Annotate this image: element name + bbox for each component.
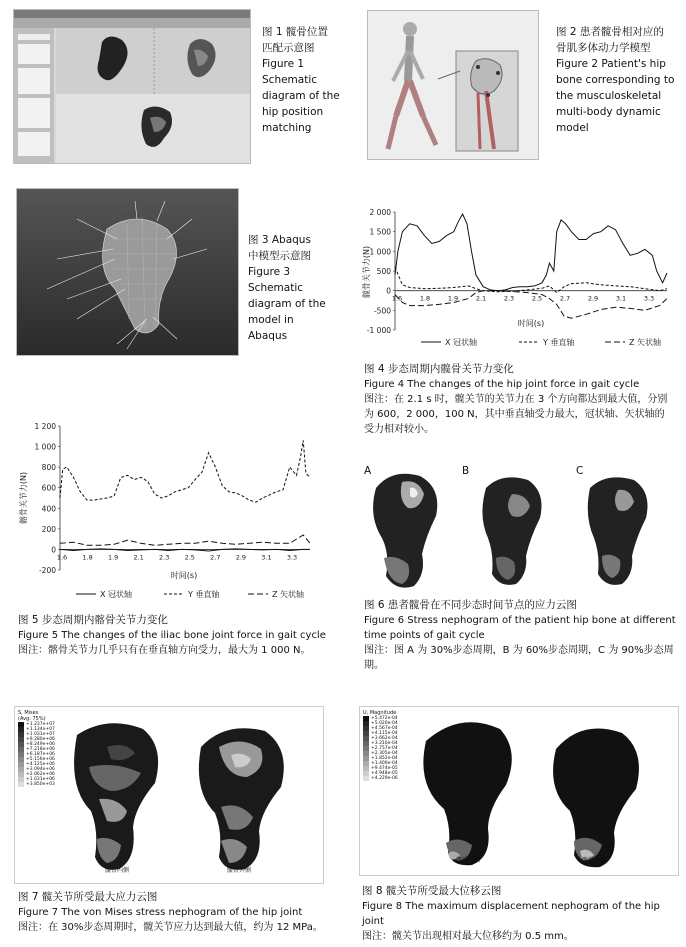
figure-note: 受力相对较小。 — [364, 424, 434, 435]
legend-value: +4.115e-04 — [371, 731, 398, 736]
figure-title: 图 8 髋关节所受最大位移云图 — [362, 885, 502, 897]
caption-line: 中模型示意图 — [248, 250, 311, 262]
x-tick-label: 3.3 — [643, 294, 655, 303]
figure-6-label-c: C — [576, 465, 584, 477]
figure-title-en: Figure 5 The changes of the iliac bone joint force in gait cycle — [18, 630, 326, 641]
figure-title-en: Figure 7 The von Mises stress nephogram of the hip joint — [18, 907, 303, 918]
x-tick-label: 1.9 — [107, 553, 119, 562]
figure-4-chart — [355, 200, 675, 360]
y-tick-label: 2 000 — [369, 208, 391, 217]
hip-bone-b — [482, 477, 541, 585]
x-tick-label: 1.8 — [82, 553, 93, 562]
figure-7-image — [14, 706, 324, 884]
y-tick-label: 800 — [41, 463, 56, 473]
figure-2-image — [367, 10, 539, 160]
figure-6-image — [362, 458, 678, 593]
x-tick-label: 1.6 — [391, 294, 403, 303]
figure-1-image — [13, 9, 251, 164]
legend-value: +3.210e-04 — [371, 741, 398, 746]
caption-line: the musculoskeletal — [556, 90, 662, 102]
caption-line: 图 2 患者髋骨相对应的 — [556, 26, 664, 38]
outer-side-label: 髋骨外侧 — [582, 857, 607, 864]
legend-value: +2.757e-04 — [371, 746, 398, 751]
legend-value: +5.020e-04 — [371, 721, 398, 726]
series-line — [60, 440, 310, 502]
y-tick-label: 600 — [41, 483, 56, 493]
legend-value: +3.850e+03 — [26, 782, 55, 787]
caption-line: 骨肌多体动力学模型 — [556, 42, 651, 54]
legend-value: +2.062e+06 — [26, 772, 55, 777]
figure-note: 期。 — [364, 660, 384, 671]
legend-value: +1.400e-04 — [371, 761, 398, 766]
figure-note: 图注：在 30%步态周期时，髋关节应力达到最大值，约为 12 MPa。 — [18, 922, 323, 933]
caption-line: 图 3 Abaqus — [248, 234, 311, 246]
figure-title-en: Figure 4 The changes of the hip joint force in gait cycle — [364, 379, 640, 390]
y-tick-label: 1 000 — [34, 442, 56, 452]
hip-bone-a — [373, 474, 437, 588]
y-axis-label: 髂骨关节力(N) — [19, 471, 28, 525]
figure-note: 图注：在 2.1 s 时，髋关节的关节力在 3 个方向都达到最大值，分别 — [364, 394, 668, 405]
caption-line: hip position — [262, 106, 324, 118]
figure-6-label-a: A — [364, 465, 372, 477]
x-tick-label: 2.3 — [503, 294, 515, 303]
figure-title-en: time points of gait cycle — [364, 630, 485, 641]
legend-label: X 冠状轴 — [445, 338, 478, 347]
y-tick-label: 0 — [386, 286, 391, 296]
figure-note: 图注：髂骨关节力几乎只有在垂直轴方向受力，最大为 1 000 N。 — [18, 645, 311, 656]
figure-title-en: Figure 8 The maximum displacement nephogram of the hip joint — [362, 901, 660, 927]
caption-line: Figure 2 Patient's hip — [556, 58, 666, 70]
caption-line: 图 1 髋骨位置 — [262, 26, 328, 38]
legend-value: +2.305e-04 — [371, 751, 398, 756]
y-tick-label: 0 — [51, 545, 56, 555]
legend-value: +5.472e-04 — [371, 716, 398, 721]
caption-line: model in — [248, 314, 294, 326]
x-tick-label: 2.1 — [475, 294, 487, 303]
outer-side-label: 髋骨外侧 — [227, 867, 252, 874]
figure-6-caption — [364, 598, 684, 673]
legend-title: U, Magnitude — [363, 710, 397, 716]
y-tick-label: 500 — [376, 267, 391, 276]
inner-side-label: 髋骨内侧 — [105, 867, 130, 874]
y-axis-label: 髋骨关节力(N) — [362, 245, 371, 299]
caption-line: model — [556, 122, 589, 134]
legend-label: Y 垂直轴 — [543, 338, 575, 347]
legend-value: +1.852e-04 — [371, 756, 398, 761]
legend-value: +7.218e+06 — [26, 747, 55, 752]
legend-label: Y 垂直轴 — [188, 590, 220, 599]
figure-1-caption — [262, 24, 340, 136]
legend-value: +1.031e+06 — [26, 777, 55, 782]
x-tick-label: 2.5 — [184, 553, 195, 562]
hip-inner-view — [423, 722, 511, 865]
series-line — [395, 267, 667, 293]
caption-line: diagram of the — [248, 298, 326, 310]
legend-subtitle: (Avg: 75%) — [18, 716, 46, 722]
figure-note: 图注：髋关节出现相对最大位移约为 0.5 mm。 — [362, 931, 574, 942]
caption-line: 匹配示意图 — [262, 42, 315, 54]
x-tick-label: 1.6 — [56, 553, 68, 562]
legend-value: +5.156e+06 — [26, 757, 55, 762]
legend-value: +9.280e+06 — [26, 737, 55, 742]
legend-value: +4.567e-04 — [371, 726, 398, 731]
figure-title: 图 6 患者髋骨在不同步态时间节点的应力云图 — [364, 599, 577, 611]
y-tick-label: 400 — [41, 504, 56, 514]
legend-value: +9.474e-05 — [371, 766, 398, 771]
hip-outer-view — [553, 729, 639, 868]
x-tick-label: 2.7 — [559, 294, 571, 303]
y-tick-label: -1 000 — [366, 326, 391, 335]
x-tick-label: 2.5 — [531, 294, 543, 303]
caption-line: matching — [262, 122, 312, 134]
inner-side-label: 髋骨内侧 — [456, 857, 481, 864]
y-tick-label: 1 500 — [369, 227, 391, 237]
legend-value: +6.187e+06 — [26, 752, 55, 757]
x-axis-label: 时间(s) — [517, 319, 545, 328]
legend-value: +4.948e-05 — [371, 771, 398, 776]
caption-line: multi-body dynamic — [556, 106, 661, 118]
figure-title: 图 7 髋关节所受最大应力云图 — [18, 891, 158, 903]
figure-note: 图注：图 A 为 30%步态周期，B 为 60%步态周期，C 为 90%步态周 — [364, 645, 674, 656]
figure-5-chart — [14, 410, 324, 605]
legend-value: +4.229e-06 — [371, 776, 398, 781]
figure-title: 图 5 步态周期内髂骨关节力变化 — [18, 614, 168, 626]
figure-6-label-b: B — [462, 465, 470, 477]
legend-label: X 冠状轴 — [100, 590, 133, 599]
caption-line: Schematic — [262, 74, 318, 86]
legend-value: +4.125e+06 — [26, 762, 55, 767]
hip-inner-view — [74, 723, 158, 870]
hip-outer-view — [199, 728, 284, 870]
figure-title: 图 4 步态周期内髋骨关节力变化 — [364, 363, 514, 375]
caption-line: Abaqus — [248, 330, 288, 342]
figure-5-caption — [18, 613, 348, 658]
series-line — [60, 535, 310, 545]
x-tick-label: 2.7 — [210, 553, 221, 562]
caption-line: bone corresponding to — [556, 74, 675, 86]
legend-value: +1.031e+07 — [26, 732, 55, 737]
x-tick-label: 2.1 — [133, 553, 144, 562]
figure-3-image — [16, 188, 239, 356]
hip-bone-c — [588, 477, 648, 585]
caption-line: Schematic — [248, 282, 304, 294]
y-tick-label: 1 200 — [34, 422, 56, 431]
legend-title: S, Mises — [18, 710, 39, 716]
legend-value: +3.094e+06 — [26, 767, 55, 772]
legend-value: +1.134e+07 — [26, 727, 55, 732]
x-tick-label: 3.3 — [286, 553, 298, 562]
figure-8-caption — [362, 884, 682, 944]
legend-label: Z 矢状轴 — [272, 590, 305, 599]
legend-label: Z 矢状轴 — [629, 338, 662, 347]
figure-8-image — [359, 706, 679, 876]
figure-title-en: Figure 6 Stress nephogram of the patient hip bone at different — [364, 615, 676, 626]
figure-7-caption — [18, 890, 348, 935]
x-tick-label: 2.9 — [587, 294, 599, 303]
legend-value: +3.662e-04 — [371, 736, 398, 741]
x-axis-label: 时间(s) — [170, 571, 198, 580]
y-tick-label: 1 000 — [369, 247, 391, 257]
x-tick-label: 3.1 — [615, 294, 627, 303]
figure-note: 为 600，2 000，100 N，其中垂直轴受力最大，冠状轴、矢状轴的 — [364, 409, 665, 420]
x-tick-label: 2.3 — [159, 553, 170, 562]
y-tick-label: 200 — [41, 524, 56, 534]
x-tick-label: 1.8 — [419, 294, 431, 303]
figure-2-caption — [556, 24, 674, 136]
caption-line: Figure 3 — [248, 266, 291, 278]
x-tick-label: 3.1 — [261, 553, 272, 562]
x-tick-label: 1.9 — [447, 294, 459, 303]
figure-3-caption — [248, 232, 326, 344]
legend-value: +1.237e+07 — [26, 722, 55, 727]
caption-line: Figure 1 — [262, 58, 305, 70]
x-tick-label: 2.9 — [235, 553, 247, 562]
legend-value: +8.249e+06 — [26, 742, 55, 747]
series-line — [395, 214, 667, 291]
caption-line: diagram of the — [262, 90, 340, 102]
y-tick-label: -200 — [38, 566, 56, 575]
series-line — [60, 549, 310, 551]
figure-4-caption — [364, 362, 684, 437]
y-tick-label: -500 — [373, 306, 391, 316]
